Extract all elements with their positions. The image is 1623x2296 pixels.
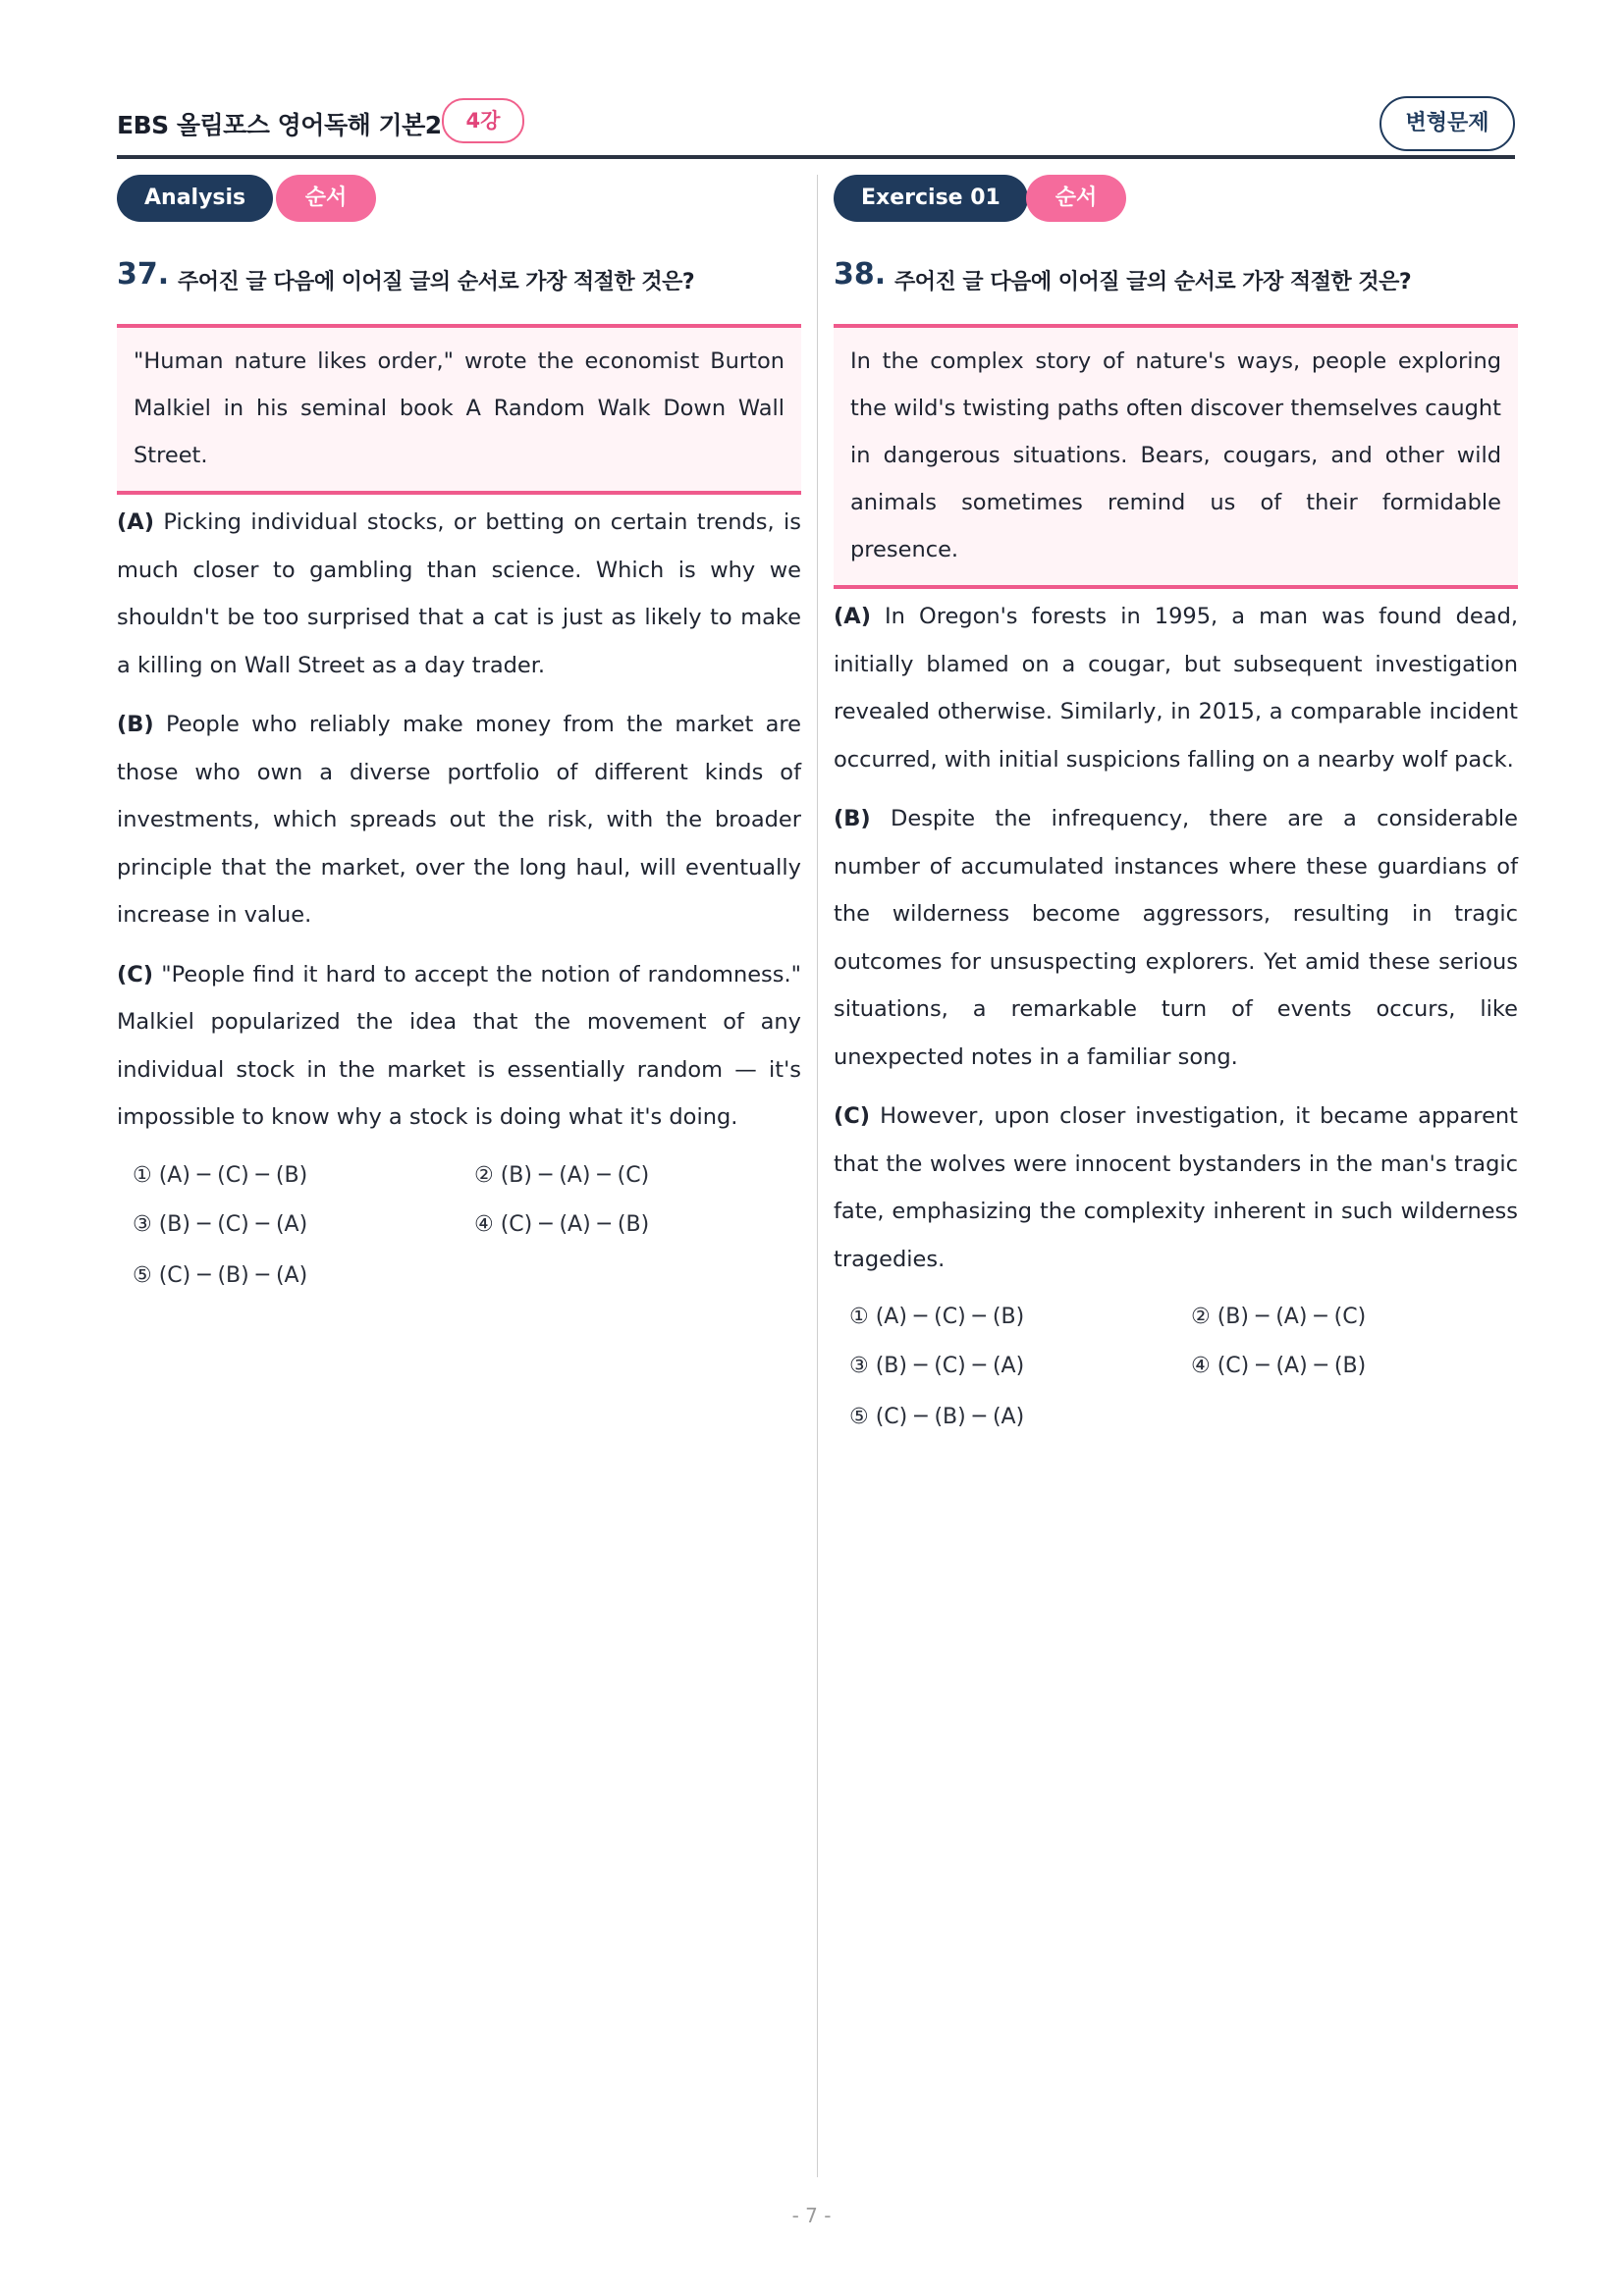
- page-number: - 7 -: [791, 2204, 832, 2227]
- paragraph-a: [117, 499, 801, 689]
- question-text: 주어진 글 다음에 이어질 글의 순서로 가장 적절한 것은?: [894, 270, 1412, 294]
- paragraph-label: (C): [834, 1103, 871, 1129]
- paragraph-list: [117, 499, 801, 1142]
- paragraph-text: "People find it hard to accept the notion of randomness." Malkiel popularized the idea that the movement of any individual stock in the market is essentially random — it's impossible to know why a stock is doing what it's doing.: [117, 961, 801, 1130]
- given-passage: "Human nature likes order," wrote the economist Burton Malkiel in his seminal book A Random Walk Down Wall Street.: [134, 348, 784, 468]
- answer-choice[interactable]: ② (B) ─ (A) ─ (C): [1191, 1305, 1367, 1329]
- paragraph-text: In Oregon's forests in 1995, a man was found dead, initially blamed on a cougar, but subsequent investigation revealed otherwise. Similarly, in 2015, a comparable incident occurred, with initial suspicions falling on a nearby wolf pack.: [834, 604, 1518, 773]
- answer-choices: [117, 1163, 801, 1310]
- paragraph-b: [834, 795, 1518, 1081]
- type-pill: 순서: [1026, 175, 1126, 222]
- header-divider: [117, 155, 1515, 159]
- paragraph-list: [834, 593, 1518, 1283]
- question-number: 38.: [834, 257, 887, 292]
- paragraph-label: (A): [834, 604, 871, 629]
- paragraph-label: (B): [117, 712, 154, 737]
- answer-choices: [834, 1305, 1518, 1452]
- paragraph-text: People who reliably make money from the market are those who own a diverse portfolio of different kinds of investments, which spreads out the risk, with the broader principle that the market, over the long haul, will eventually increase in value.: [117, 712, 801, 928]
- paragraph-text: Picking individual stocks, or betting on certain trends, is much closer to gambling than science. Which is why we shouldn't be too surprised that a cat is just as likely to make a killing on Wall Street as a day trader.: [117, 509, 801, 678]
- left-column: [117, 175, 801, 1310]
- column-divider: [817, 175, 818, 2177]
- category-pill: Analysis: [117, 175, 273, 222]
- answer-choice[interactable]: ⑤ (C) ─ (B) ─ (A): [133, 1262, 308, 1288]
- book-title: EBS 올림포스 영어독해 기본2: [117, 111, 442, 139]
- right-tag-row: [834, 175, 1518, 222]
- left-tag-row: [117, 175, 801, 222]
- variant-badge: 변형문제: [1380, 96, 1515, 151]
- answer-choice[interactable]: ④ (C) ─ (A) ─ (B): [1191, 1354, 1367, 1378]
- given-passage-box: [117, 324, 801, 495]
- type-pill: 순서: [276, 175, 376, 222]
- given-passage: In the complex story of nature's ways, people exploring the wild's twisting paths often discover themselves caught in dangerous situations. Bears, cougars, and other wild animals sometimes remind us of their formidable presence.: [850, 348, 1501, 562]
- lesson-badge: 4강: [442, 98, 524, 143]
- category-pill: Exercise 01: [834, 175, 1028, 222]
- answer-choice[interactable]: ④ (C) ─ (A) ─ (B): [474, 1211, 650, 1237]
- page-header: [117, 96, 1515, 157]
- question-text: 주어진 글 다음에 이어질 글의 순서로 가장 적절한 것은?: [178, 270, 695, 294]
- answer-choice[interactable]: ② (B) ─ (A) ─ (C): [474, 1162, 650, 1188]
- paragraph-label: (A): [117, 509, 154, 535]
- paragraph-text: Despite the infrequency, there are a considerable number of accumulated instances where these guardians of the wilderness become aggressors, resulting in tragic outcomes for unsuspecting explorers. Yet amid these serious situations, a remarkable turn of events occurs, like unexpected notes in a familiar song.: [834, 806, 1518, 1070]
- paragraph-c: [117, 951, 801, 1142]
- answer-choice[interactable]: ⑤ (C) ─ (B) ─ (A): [849, 1405, 1025, 1429]
- paragraph-label: (C): [117, 961, 154, 988]
- question-heading: [117, 257, 801, 300]
- given-passage-box: [834, 324, 1518, 589]
- paragraph-text: However, upon closer investigation, it became apparent that the wolves were innocent bystanders in the man's tragic fate, emphasizing the complexity inherent in such wilderness tragedies.: [834, 1103, 1518, 1272]
- right-column: [834, 175, 1518, 1452]
- paragraph-a: [834, 593, 1518, 783]
- paragraph-c: [834, 1093, 1518, 1283]
- question-heading: [834, 257, 1518, 300]
- question-number: 37.: [117, 257, 170, 292]
- answer-choice[interactable]: ③ (B) ─ (C) ─ (A): [133, 1211, 308, 1237]
- paragraph-label: (B): [834, 806, 871, 831]
- answer-choice[interactable]: ③ (B) ─ (C) ─ (A): [849, 1354, 1025, 1378]
- answer-choice[interactable]: ① (A) ─ (C) ─ (B): [133, 1162, 308, 1188]
- answer-choice[interactable]: ① (A) ─ (C) ─ (B): [849, 1305, 1025, 1329]
- paragraph-b: [117, 701, 801, 939]
